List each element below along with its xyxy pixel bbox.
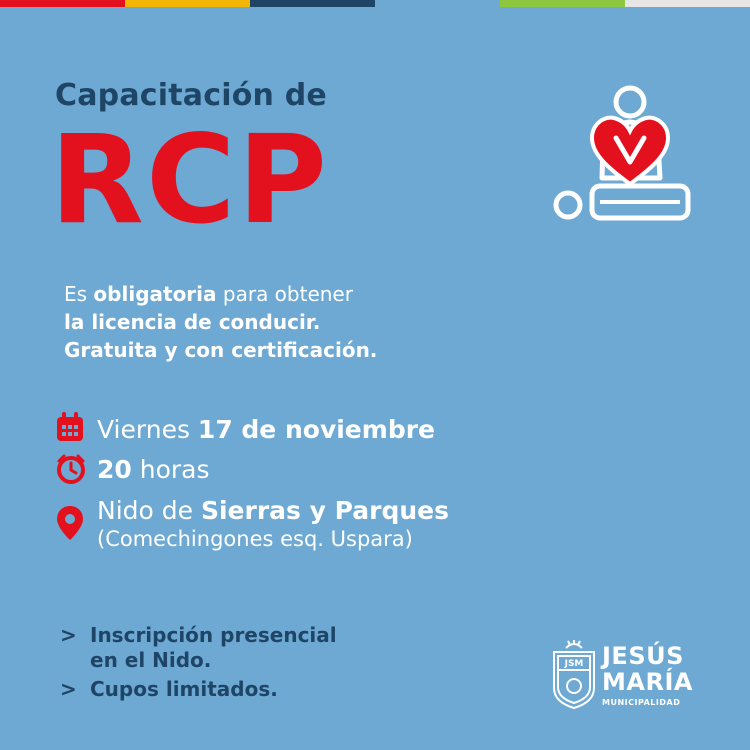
intro-line-1 (64, 280, 377, 308)
stripe-light-gray (625, 0, 750, 7)
logo-line-1: JESÚS (602, 642, 684, 670)
place-address: (Comechingones esq. Uspara) (97, 527, 413, 551)
stripe-yellow (125, 0, 250, 7)
shield-icon (550, 640, 598, 710)
intro-text (64, 280, 377, 364)
place-name: Sierras y Parques (200, 496, 449, 525)
clock-icon (55, 453, 87, 485)
intro-line-2 (64, 308, 377, 336)
stripe-gap (375, 0, 500, 7)
place-prefix: Nido de (97, 496, 201, 525)
calendar-icon (55, 411, 85, 443)
date-weekday: Viernes (97, 415, 198, 444)
logo-line-3: MUNICIPALIDAD (602, 698, 681, 707)
intro-line-2-text: la licencia de conducir. (64, 310, 321, 334)
patient-head-outline (556, 193, 580, 217)
time-text (97, 455, 210, 484)
note-1-line-1: Inscripción presencial (90, 623, 337, 647)
stripe-green (500, 0, 625, 7)
head-outline (616, 88, 644, 116)
top-color-stripes (0, 0, 750, 7)
intro-line-1-post: para obtener (216, 282, 353, 306)
intro-line-1-pre: Es (64, 282, 94, 306)
shield-text: JSM (564, 659, 584, 669)
cpr-icon (548, 82, 698, 224)
intro-line-3 (64, 336, 377, 364)
location-pin-icon (55, 504, 85, 542)
note-2-marker: > (60, 677, 77, 701)
time-hour: 20 (97, 455, 132, 484)
subtitle: Capacitación de (55, 78, 327, 113)
note-1-marker: > (60, 623, 77, 647)
time-unit: horas (131, 455, 210, 484)
stripe-red (0, 0, 125, 7)
logo-line-2: MARÍA (602, 668, 693, 696)
intro-line-1-bold: obligatoria (93, 282, 217, 306)
municipality-logo (550, 640, 710, 720)
intro-line-3-text: Gratuita y con certificación. (64, 338, 378, 362)
place-text (97, 496, 449, 525)
stripe-dark-blue (250, 0, 375, 7)
note-1-line-2: en el Nido. (90, 648, 212, 672)
date-text (97, 415, 435, 444)
note-2-text: Cupos limitados. (90, 677, 278, 701)
main-title: RCP (50, 109, 329, 251)
note-1-text (90, 623, 337, 673)
date-day-month: 17 de noviembre (197, 415, 435, 444)
